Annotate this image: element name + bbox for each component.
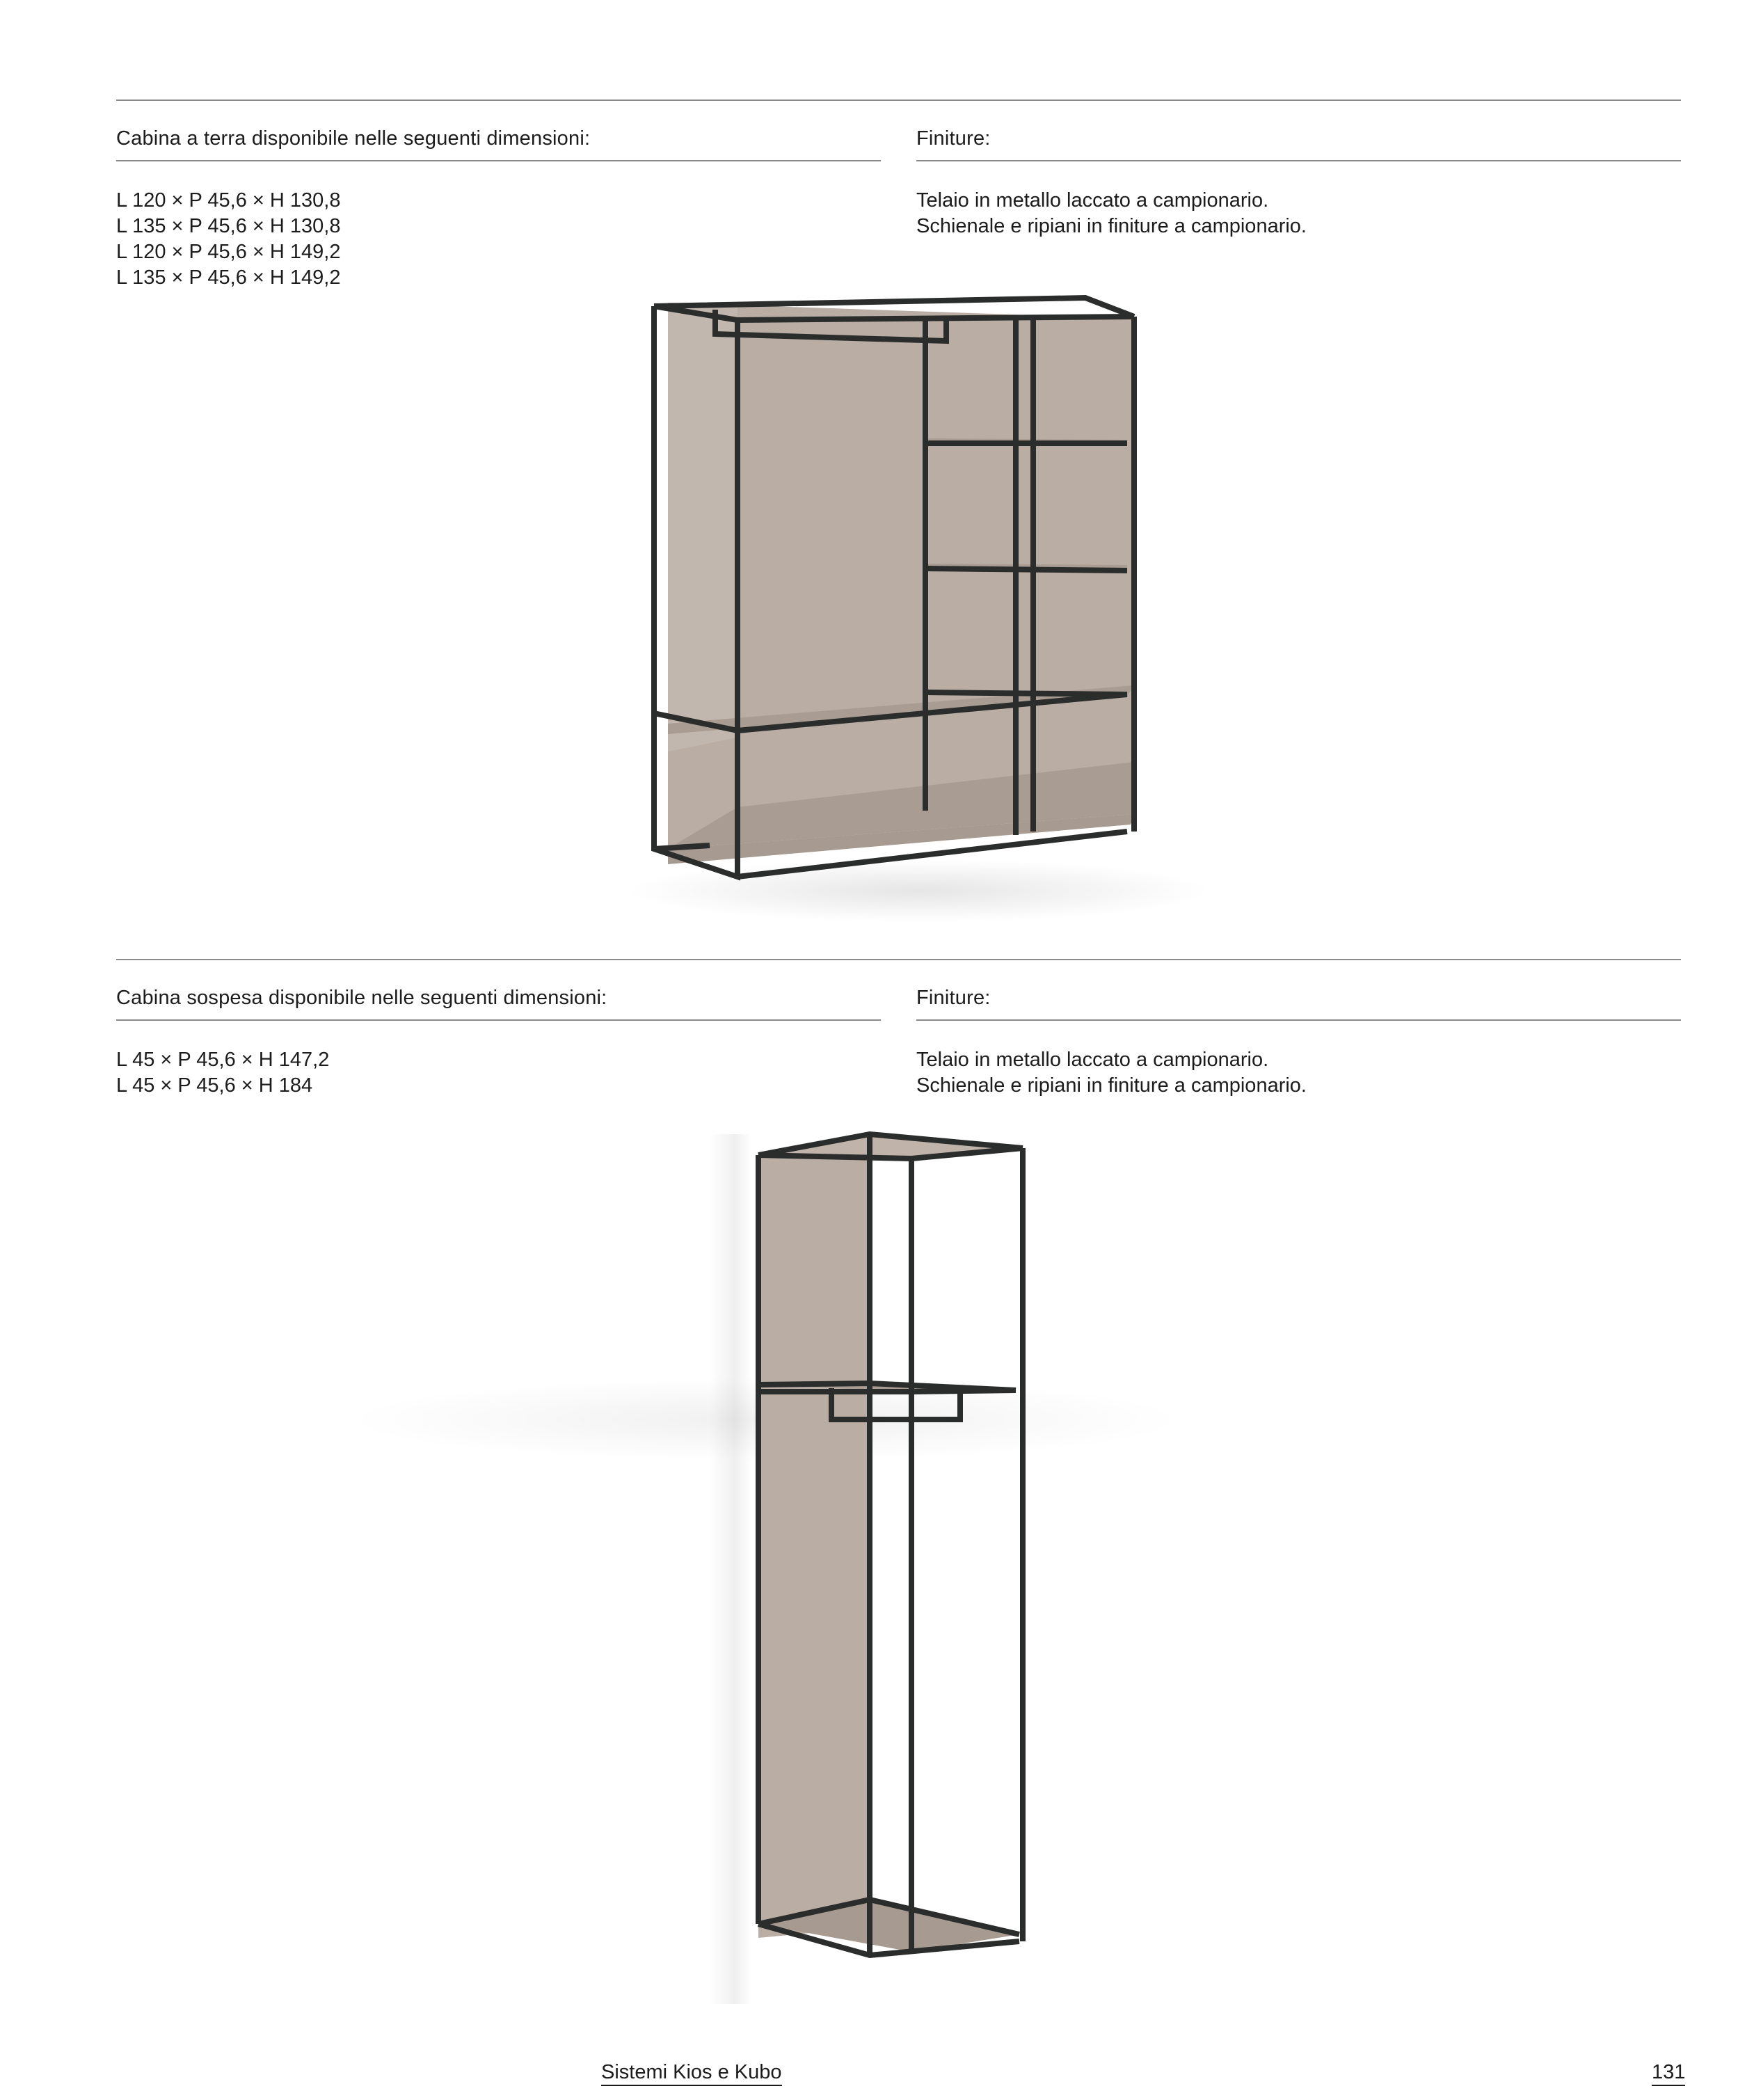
finishes-title: Finiture: bbox=[916, 985, 1681, 1021]
dimensions-column bbox=[116, 985, 881, 1099]
dimension-item: L 135 × P 45,6 × H 130,8 bbox=[116, 215, 341, 237]
dimension-item: L 135 × P 45,6 × H 149,2 bbox=[116, 267, 341, 289]
dimensions-column bbox=[116, 125, 881, 291]
wall-cabin-illustration bbox=[348, 1113, 1183, 2032]
finishes-list bbox=[916, 1047, 1681, 1099]
finishes-column bbox=[916, 985, 1681, 1099]
floor-cabin-illustration bbox=[626, 278, 1238, 925]
dimensions-list bbox=[116, 1047, 881, 1099]
finish-item: Schienale e ripiani in finiture a campionario. bbox=[916, 1074, 1307, 1097]
dimensions-title: Cabina sospesa disponibile nelle seguenti dimensioni: bbox=[116, 985, 881, 1021]
dimension-item: L 120 × P 45,6 × H 130,8 bbox=[116, 189, 341, 212]
dimension-item: L 120 × P 45,6 × H 149,2 bbox=[116, 241, 341, 263]
finish-item: Telaio in metallo laccato a campionario. bbox=[916, 1049, 1269, 1071]
page-number: 131 bbox=[1652, 2060, 1685, 2086]
section-divider bbox=[116, 100, 1681, 101]
finishes-title: Finiture: bbox=[916, 125, 1681, 161]
dimensions-list bbox=[116, 188, 881, 291]
dimensions-title: Cabina a terra disponibile nelle seguenti dimensioni: bbox=[116, 125, 881, 161]
section-divider bbox=[116, 959, 1681, 960]
footer-title: Sistemi Kios e Kubo bbox=[601, 2060, 782, 2086]
finish-item: Telaio in metallo laccato a campionario. bbox=[916, 189, 1269, 212]
finishes-column bbox=[916, 125, 1681, 239]
finishes-list bbox=[916, 188, 1681, 239]
dimension-item: L 45 × P 45,6 × H 147,2 bbox=[116, 1049, 330, 1071]
finish-item: Schienale e ripiani in finiture a campionario. bbox=[916, 215, 1307, 237]
dimension-item: L 45 × P 45,6 × H 184 bbox=[116, 1074, 313, 1097]
